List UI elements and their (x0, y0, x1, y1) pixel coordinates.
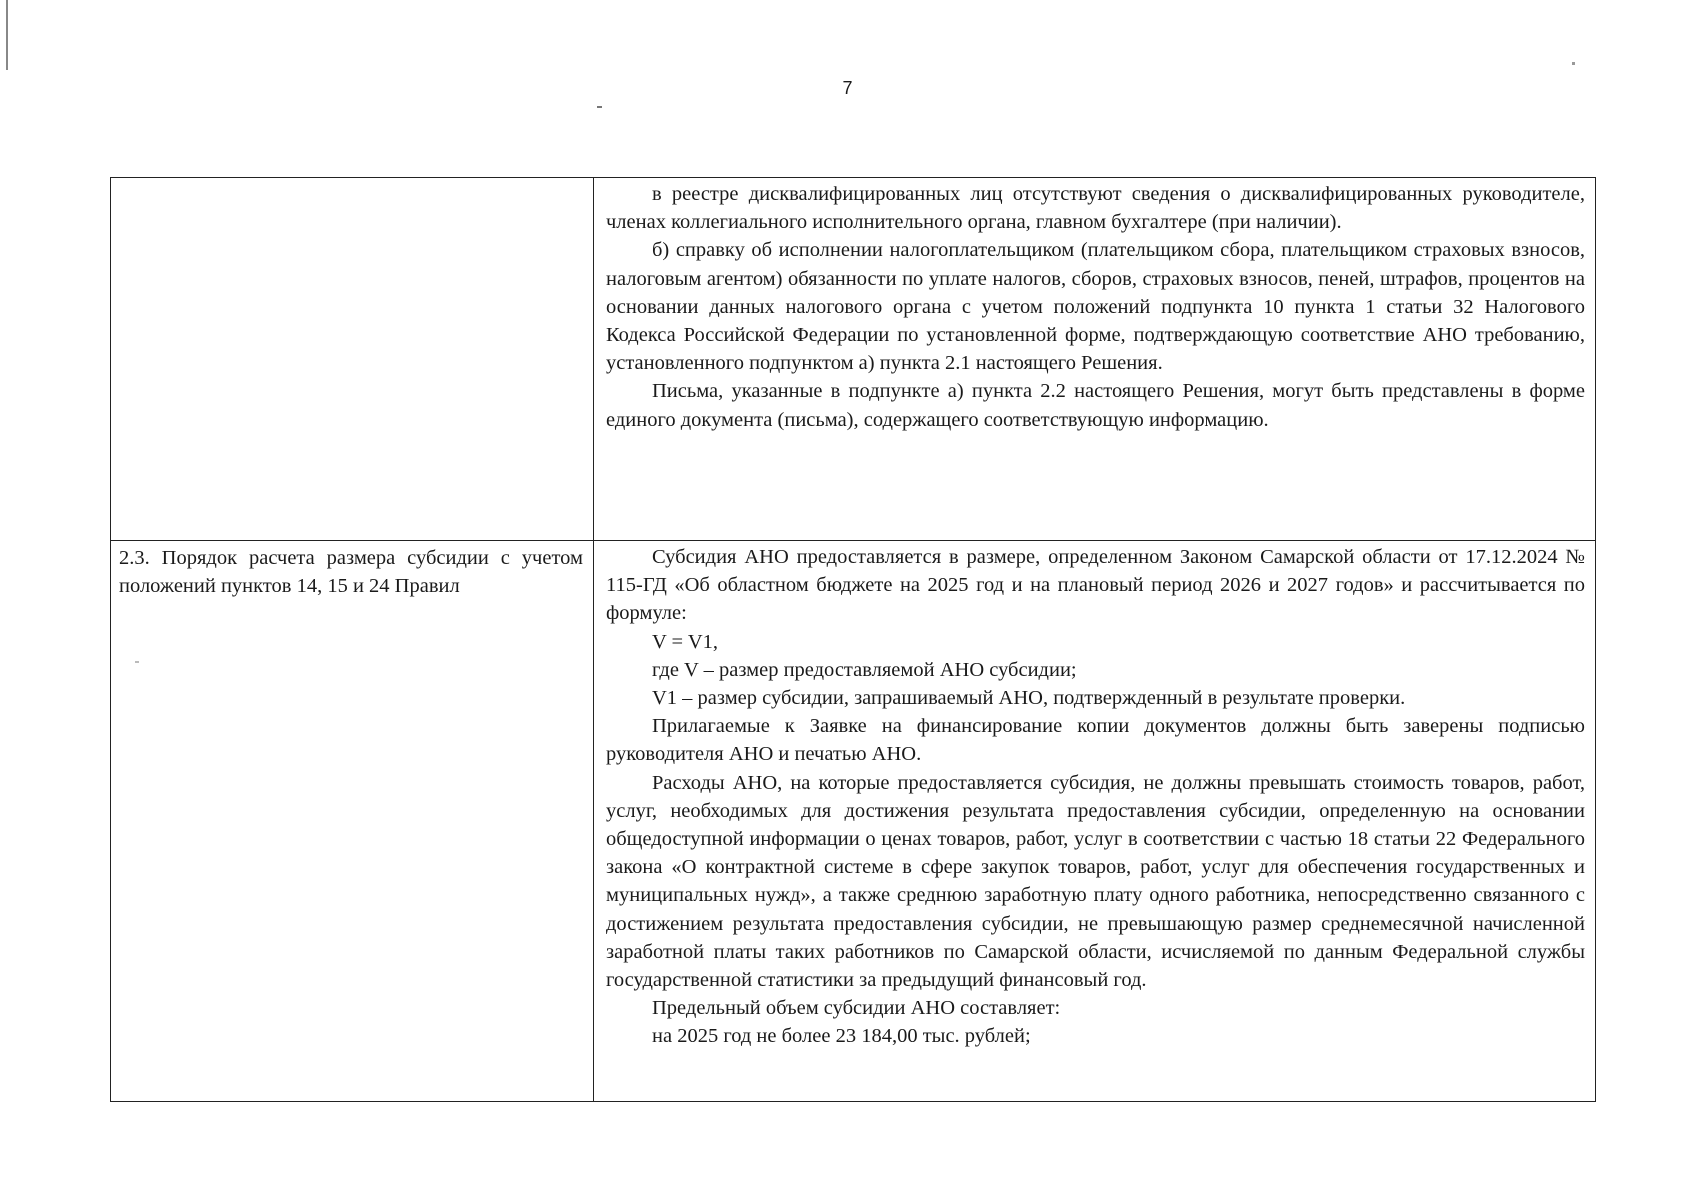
table-cell-left (111, 178, 594, 541)
table-row (111, 178, 1596, 541)
table-row (111, 541, 1596, 1102)
paragraph: Прилагаемые к Заявке на финансирование копии документов должны быть заверены подписью руководителя АНО и печатью АНО. (606, 715, 1585, 766)
formula: V = V1, (652, 630, 719, 653)
table-cell-right (594, 178, 1596, 541)
paragraph: на 2025 год не более 23 184,00 тыс. рублей; (652, 1025, 1031, 1048)
paragraph: б) справку об исполнении налогоплательщиком (плательщиком сбора, плательщиком страховых взносов, налоговым агентом) обязанности по уплате налогов, сборов, страховых взносов, пеней, штрафов, процентов на основании данных налогового органа с учетом положений подпункта 10 пункта 1 статьи 32 Налогового Кодекса Российской Федерации по установленной форме, подтверждающую соответствие АНО требованию, установленного подпунктом а) пункта 2.1 настоящего Решения. (606, 239, 1585, 375)
formula-definition: где V – размер предоставляемой АНО субсидии; (652, 658, 1077, 681)
scan-artifact (1572, 62, 1575, 65)
paragraph: Расходы АНО, на которые предоставляется субсидия, не должны превышать стоимость товаров, работ, услуг, необходимых для достижения результата предоставления субсидии, определенную на основании общедоступной информации о ценах товаров, работ, услуг в соответствии с частью 18 статьи 22 Федерального закона «О контрактной системе в сфере закупок товаров, работ, услуг для обеспечения государственных и муниципальных нужд», а также среднюю заработную плату одного работника, непосредственно связанного с достижением результата предоставления субсидии, не превышающую размер среднемесячной начисленной заработной платы таких работников по Самарской области, исчисляемой по данным Федеральной службы государственной статистики за предыдущий финансовый год. (606, 771, 1585, 992)
table-cell-left (111, 541, 594, 1102)
scan-artifact (6, 0, 8, 70)
page-number: 7 (842, 78, 853, 98)
table-cell-right (594, 541, 1596, 1102)
paragraph: в реестре дисквалифицированных лиц отсутствуют сведения о дисквалифицированных руководителе, членах коллегиального исполнительного органа, главном бухгалтере (при наличии). (606, 183, 1585, 234)
paragraph: Предельный объем субсидии АНО составляет: (652, 997, 1061, 1020)
paragraph: Субсидия АНО предоставляется в размере, определенном Законом Самарской области от 17.12.2024 № 115-ГД «Об областном бюджете на 2025 год и на плановый период 2026 и 2027 годов» и рассчитывается по формуле: (606, 546, 1585, 625)
section-heading: 2.3. Порядок расчета размера субсидии с учетом положений пунктов 14, 15 и 24 Правил (119, 547, 583, 598)
scan-artifact (597, 106, 602, 108)
paragraph: Письма, указанные в подпункте а) пункта 2.2 настоящего Решения, могут быть представлены в форме единого документа (письма), содержащего соответствующую информацию. (606, 380, 1585, 431)
document-table (110, 177, 1596, 1102)
formula-definition: V1 – размер субсидии, запрашиваемый АНО, подтвержденный в результате проверки. (652, 687, 1406, 710)
cell-text (111, 178, 593, 181)
